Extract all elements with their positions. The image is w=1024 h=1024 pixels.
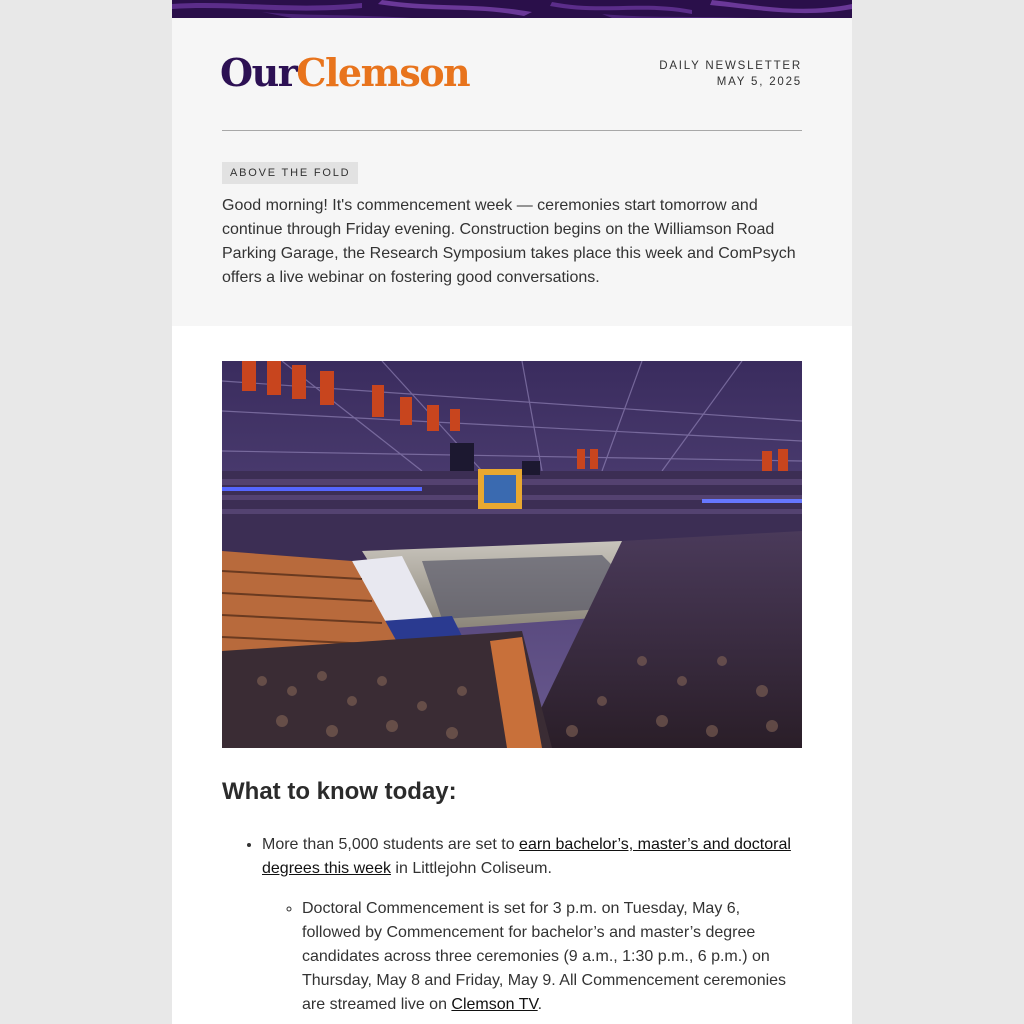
newsletter-email <box>172 0 852 1024</box>
sub1-pre: Doctoral Commencement is set for 3 p.m. on Tuesday, May 6, followed by Commencement for bachelor’s and master’s degree candidates across three ceremonies (9 a.m., 1:30 p.m., 6 p.m.) on Thursday, May 8 and Friday, May 9. All Commencement ceremonies are streamed live on <box>302 900 787 1013</box>
intro-paragraph: Good morning! It's commencement week — ceremonies start tomorrow and continue through Friday evening. Construction begins on the Williamson Road Parking Garage, the Research Symposium takes place this week and ComPsych offers a live webinar on fostering good conversations. <box>222 197 796 286</box>
sub1-post: . <box>537 996 543 1013</box>
list-item <box>302 897 802 1017</box>
newsletter-date: MAY 5, 2025 <box>716 76 802 88</box>
our-clemson-logo[interactable] <box>220 48 469 98</box>
news-bullet-list <box>222 833 802 1017</box>
bullet1-pre: More than 5,000 students are set to <box>262 836 520 853</box>
logo-clemson-text: Clemson <box>296 50 470 95</box>
section-title: What to know today: <box>222 778 457 805</box>
above-the-fold-badge: ABOVE THE FOLD <box>222 162 358 184</box>
logo-our-text: Our <box>220 50 297 95</box>
list-item <box>262 833 802 1017</box>
newsletter-header <box>172 18 852 326</box>
tiger-stripe-banner <box>172 0 852 18</box>
commencement-hero-image <box>222 361 802 748</box>
bullet1-post: in Littlejohn Coliseum. <box>390 860 552 877</box>
header-divider <box>222 130 802 131</box>
newsletter-meta <box>659 58 802 90</box>
degrees-link[interactable]: earn bachelor’s, master’s and doctoral degrees this week <box>262 836 791 877</box>
clemson-tv-link[interactable]: Clemson TV <box>451 996 538 1013</box>
sub-bullet-list <box>262 897 802 1017</box>
newsletter-label: DAILY NEWSLETTER <box>659 60 802 72</box>
